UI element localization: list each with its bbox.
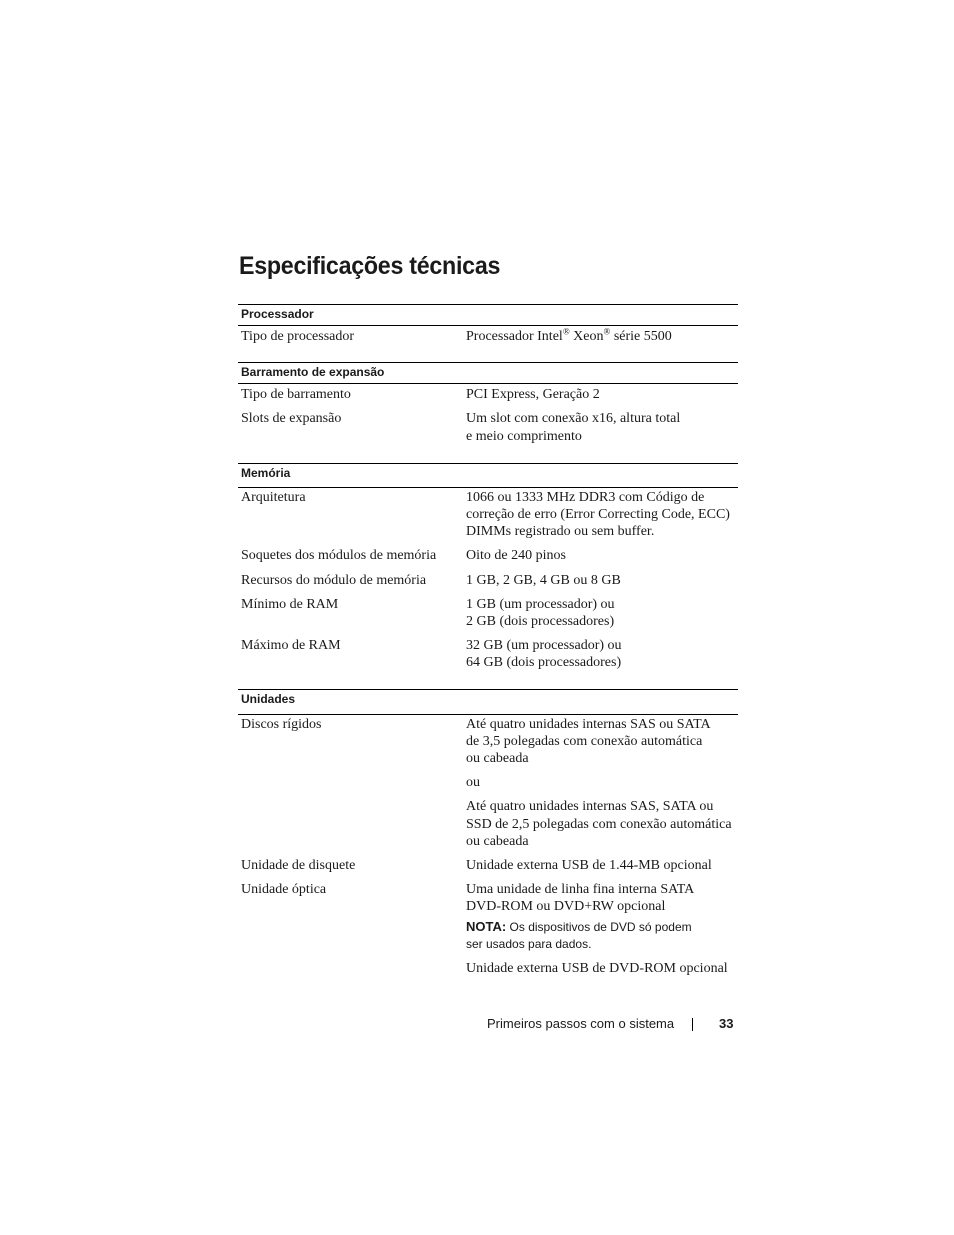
note xyxy=(466,918,738,953)
value-line: 1 GB (um processador) ou xyxy=(466,596,615,612)
spec-row-slots xyxy=(238,410,738,444)
registered-mark: ® xyxy=(562,326,570,337)
spec-label: Unidade óptica xyxy=(241,882,327,898)
spec-label: Mínimo de RAM xyxy=(241,596,339,612)
spec-value xyxy=(466,328,738,345)
spec-value: Oito de 240 pinos xyxy=(466,548,566,564)
spec-value xyxy=(466,637,738,671)
value-line: Uma unidade de linha fina interna SATA xyxy=(466,882,695,898)
value-line: ou cabeada xyxy=(466,833,529,849)
spec-label: Arquitetura xyxy=(241,489,306,505)
value-line: Até quatro unidades internas SAS ou SATA xyxy=(466,716,711,732)
value-text: série 5500 xyxy=(610,329,672,344)
value-line: e meio comprimento xyxy=(466,428,582,444)
value-line: 32 GB (um processador) ou xyxy=(466,638,622,654)
value-line: Um slot com conexão x16, altura total xyxy=(466,411,681,427)
value-line: ou cabeada xyxy=(466,751,529,767)
value-line: correção de erro (Error Correcting Code, ECC) xyxy=(466,507,730,523)
note-label: NOTA: xyxy=(466,918,507,934)
section-body-memory xyxy=(238,488,738,689)
value-line: 1066 ou 1333 MHz DDR3 com Código de xyxy=(466,489,705,505)
spec-label: Tipo de processador xyxy=(241,329,355,344)
value-line: 2 GB (dois processadores) xyxy=(466,614,615,630)
footer-separator xyxy=(692,1018,693,1031)
spec-row-floppy xyxy=(238,857,738,874)
spec-label: Máximo de RAM xyxy=(241,638,341,654)
spec-label: Soquetes dos módulos de memória xyxy=(241,548,437,564)
value-text: Xeon xyxy=(569,329,604,344)
registered-mark: ® xyxy=(603,326,611,337)
spec-value xyxy=(466,596,738,630)
section-heading-bus: Barramento de expansão xyxy=(238,362,738,384)
spec-row-sockets xyxy=(238,547,738,564)
spec-value: Unidade externa USB de 1.44-MB opcional xyxy=(466,858,712,874)
page-number: 33 xyxy=(719,1016,734,1031)
value-line: 64 GB (dois processadores) xyxy=(466,655,622,671)
value-line: ou xyxy=(466,775,480,791)
value-line: Unidade externa USB de DVD-ROM opcional xyxy=(466,960,728,976)
spec-label: Unidade de disquete xyxy=(241,858,356,874)
value-line: SSD de 2,5 polegadas com conexão automática xyxy=(466,816,732,832)
spec-row-min-ram xyxy=(238,596,738,630)
spec-label: Tipo de barramento xyxy=(241,387,351,403)
section-heading-drives: Unidades xyxy=(238,689,738,715)
note-text: ser usados para dados. xyxy=(466,936,592,951)
spec-value: 1 GB, 2 GB, 4 GB ou 8 GB xyxy=(466,572,621,588)
spec-value xyxy=(466,410,738,444)
spec-label: Discos rígidos xyxy=(241,716,322,732)
spec-row-max-ram xyxy=(238,637,738,671)
value-line: DIMMs registrado ou sem buffer. xyxy=(466,524,655,540)
value-line: Até quatro unidades internas SAS, SATA ou xyxy=(466,799,714,815)
section-body-processor xyxy=(238,326,738,362)
section-body-bus xyxy=(238,384,738,463)
spec-row-architecture xyxy=(238,489,738,541)
spec-label: Recursos do módulo de memória xyxy=(241,572,427,588)
spec-value: PCI Express, Geração 2 xyxy=(466,387,600,403)
spec-row-processor-type xyxy=(238,328,738,345)
spec-value xyxy=(466,489,738,541)
section-body-drives xyxy=(238,715,738,987)
spec-row-module-capacity xyxy=(238,572,738,589)
spec-value xyxy=(466,716,738,850)
spec-table xyxy=(238,304,738,987)
spec-label: Slots de expansão xyxy=(241,411,342,427)
value-text: Processador Intel xyxy=(466,329,563,344)
section-heading-processor: Processador xyxy=(238,304,738,326)
value-line: de 3,5 polegadas com conexão automática xyxy=(466,733,703,749)
section-heading-memory: Memória xyxy=(238,463,738,488)
spec-value xyxy=(466,881,738,977)
footer-title: Primeiros passos com o sistema xyxy=(487,1016,675,1031)
page-title: Especificações técnicas xyxy=(239,252,501,280)
spec-row-optical xyxy=(238,881,738,977)
spec-row-bus-type xyxy=(238,386,738,403)
value-line: DVD-ROM ou DVD+RW opcional xyxy=(466,899,666,915)
note-text: Os dispositivos de DVD só podem xyxy=(506,919,692,934)
spec-row-hard-drives xyxy=(238,716,738,850)
